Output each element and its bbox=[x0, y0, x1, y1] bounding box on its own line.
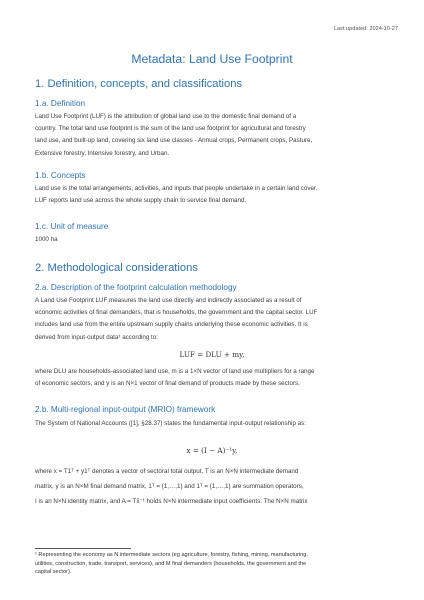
paragraph-line: LUF reports land use across the whole supply chain to service final demand. bbox=[35, 197, 247, 205]
footnote-line: ¹ Representing the economy as N intermediate sectors (eg agriculture, forestry, fishing, mining, manufacturing, bbox=[35, 552, 308, 558]
paragraph-line: Extensive forestry, Intensive forestry, and Urban. bbox=[35, 149, 170, 157]
io-equation: x = (I − A)⁻¹y, bbox=[186, 446, 238, 455]
footnote-divider bbox=[35, 548, 131, 549]
paragraph-line: Land Use Footprint (LUF) is the attribution of global land use to the domestic final demand of a bbox=[35, 113, 297, 120]
footnote-line: utilities, construction, trade, transport, services), and M final demanders (households, the government and the bbox=[35, 560, 307, 567]
footnote bbox=[35, 551, 391, 577]
section-1b-paragraph bbox=[35, 183, 391, 207]
last-updated-label: Last updated: 2024-10-27 bbox=[333, 26, 398, 32]
paragraph-line: includes land use from the entire upstream supply chains underlying these economic activities. It is bbox=[35, 321, 308, 329]
paragraph-line: where DLU are households-associated land use, m is a 1×N vector of land use multipliers for a range bbox=[35, 368, 315, 375]
section-2a-equation-explanation bbox=[35, 366, 391, 390]
section-2b-intro: The System of National Accounts ([1], §28.37) states the fundamental input-output relationship as: bbox=[35, 420, 306, 427]
section-1c-heading: 1.c. Unit of measure bbox=[35, 222, 109, 231]
paragraph-line: A Land Use Footprint LUF measures the land use directly and indirectly associated as a result of bbox=[35, 297, 302, 304]
section-1-heading: 1. Definition, concepts, and classifications bbox=[35, 78, 243, 90]
paragraph-line: I is an N×N identity matrix, and A = Tx̂⁻¹ holds N×N intermediate input coefficients. The N×N matrix bbox=[35, 498, 308, 506]
section-1a-paragraph bbox=[35, 111, 391, 160]
paragraph-line: economic activities of final demanders, that is households, the government and the capital sector. LUF bbox=[35, 309, 318, 317]
section-2a-paragraph bbox=[35, 295, 391, 344]
section-2-heading: 2. Methodological considerations bbox=[35, 262, 198, 274]
section-1b-heading: 1.b. Concepts bbox=[35, 171, 86, 180]
paragraph-line: of economic sectors, and y is an N×1 vector of final demand of products made by these sectors. bbox=[35, 380, 300, 388]
paragraph-line: Land use is the total arrangements, activities, and inputs that people undertake in a certain land cover. bbox=[35, 185, 318, 192]
paragraph-line: country. The total land use footprint is the sum of the land use footprint for agricultural and forestry bbox=[35, 125, 306, 133]
section-2a-heading: 2.a. Description of the footprint calculation methodology bbox=[35, 283, 237, 292]
section-1a-heading: 1.a. Definition bbox=[35, 99, 86, 108]
footnote-line: capital sector). bbox=[35, 569, 72, 576]
paragraph-line: land use, and built-up land, covering six land use classes - Annual crops, Permanent crops, Pasture, bbox=[35, 137, 313, 145]
paragraph-line: where x = T1ᵀ + y1ᵀ denotes a vector of sectoral total output, T is an N×N intermediate demand bbox=[35, 468, 299, 475]
section-2b-heading: 2.b. Multi-regional input-output (MRIO) framework bbox=[35, 405, 216, 414]
paragraph-line: matrix, y is an N×M final demand matrix, 1ᵀ = {1,…,1} and 1ᵀ = {1,…,1} are summation operators, bbox=[35, 483, 304, 491]
section-2b-paragraph bbox=[35, 466, 391, 509]
unit-of-measure-value: 1000 ha bbox=[35, 236, 58, 243]
paragraph-line: derived from input-output data¹ according to: bbox=[35, 333, 158, 341]
luf-equation: LUF = DLU + my, bbox=[179, 350, 245, 359]
page-title: Metadata: Land Use Footprint bbox=[131, 52, 293, 66]
